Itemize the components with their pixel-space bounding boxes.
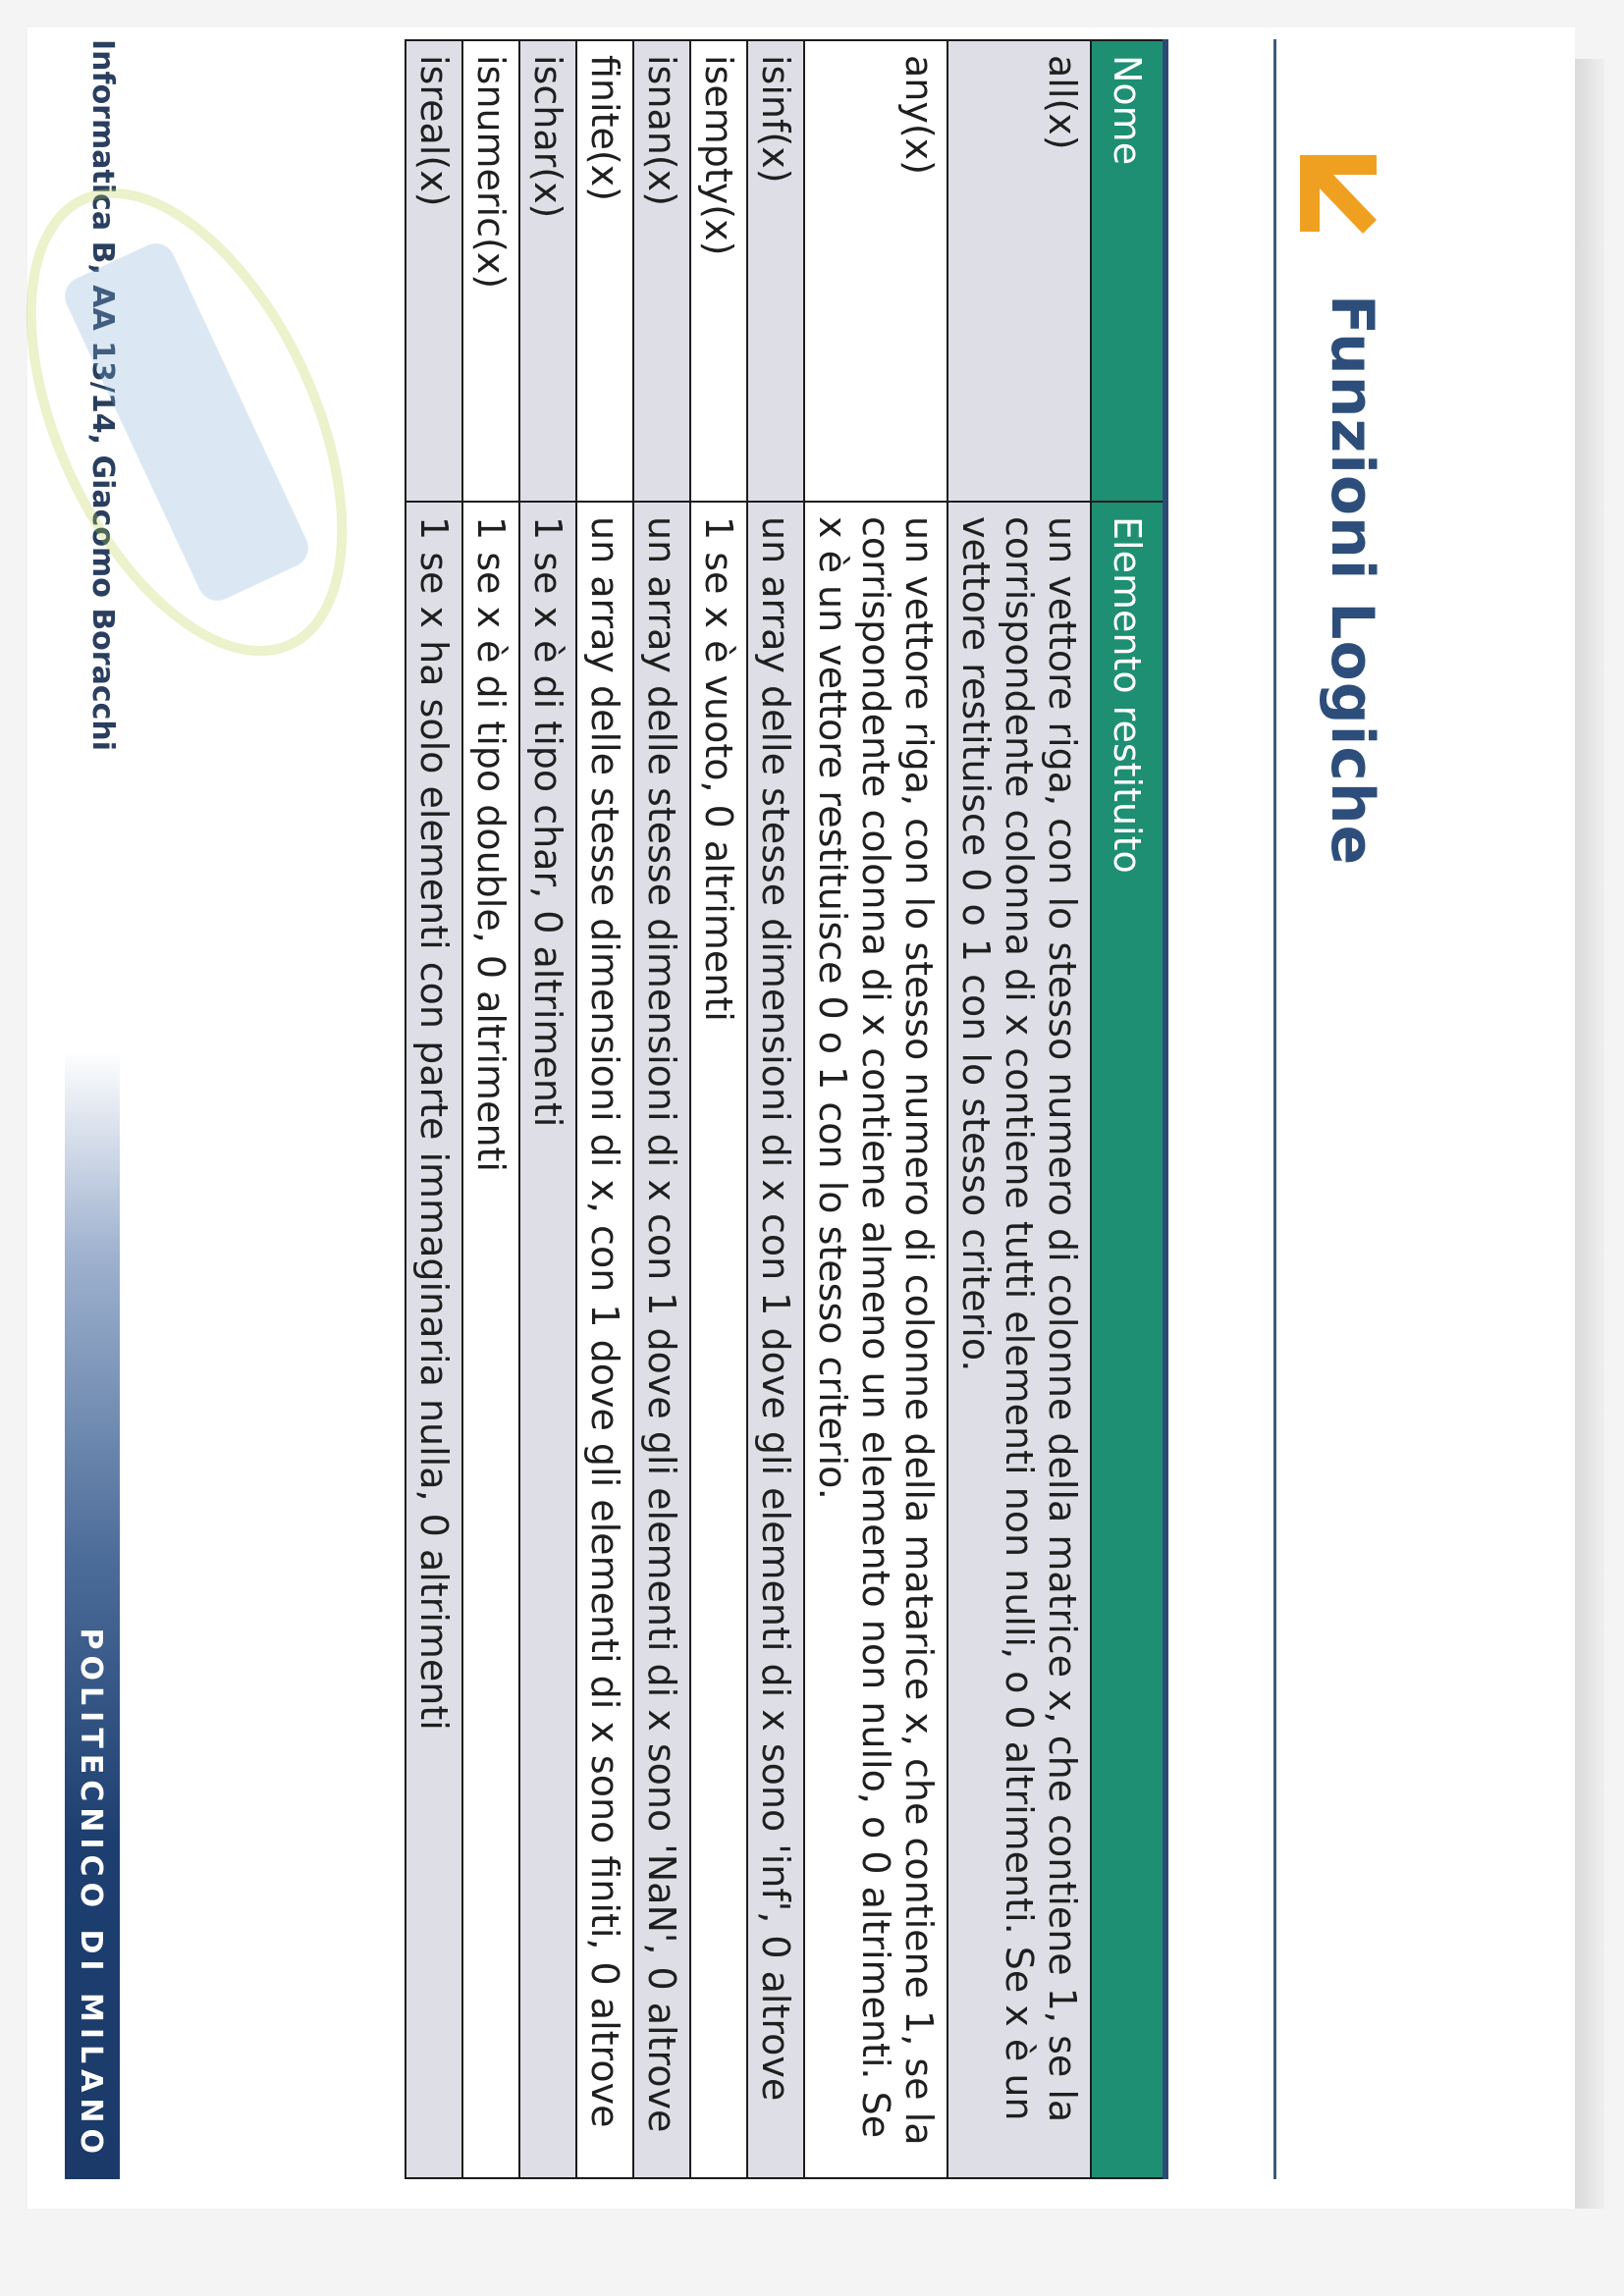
function-description: un vettore riga, con lo stesso numero di colonne della matarice x, che contiene 1, se la corrispondente colonna di x contiene almeno un elemento non nullo, o 0 altrimenti. Se x è un vettore restituisce 0 o 1 con lo stesso criterio. [804, 502, 947, 2178]
slide [49, 39, 1394, 2179]
table-row [804, 40, 947, 2178]
function-name: ischar(x) [519, 40, 576, 502]
table-row [406, 40, 462, 2178]
function-name: isnumeric(x) [462, 40, 519, 502]
function-description: 1 se x è di tipo char, 0 altrimenti [519, 502, 576, 2178]
function-description: 1 se x è di tipo double, 0 altrimenti [462, 502, 519, 2178]
function-description: 1 se x ha solo elementi con parte immaginaria nulla, 0 altrimenti [406, 502, 462, 2178]
function-name: finite(x) [576, 40, 633, 502]
table-row [633, 40, 690, 2178]
arrow-down-left-icon [1286, 137, 1394, 245]
table-row [519, 40, 576, 2178]
function-name: isnan(x) [633, 40, 690, 502]
table-row [576, 40, 633, 2178]
institution-name: POLITECNICO DI MILANO [74, 1628, 108, 2160]
header-rule [1163, 39, 1168, 2179]
function-description: un array delle stesse dimensioni di x con 1 dove gli elementi di x sono 'NaN', 0 altrove [633, 502, 690, 2178]
page-edge-shadow [1575, 59, 1604, 2209]
function-description: un array delle stesse dimensioni di x con 1 dove gli elementi di x sono 'inf', 0 altrove [747, 502, 804, 2178]
function-name: any(x) [804, 40, 947, 502]
footer-band [65, 1050, 120, 2179]
column-header-description: Elemento restituito [1091, 502, 1163, 2178]
table-row [947, 40, 1091, 2178]
footer-credit: Informatica B, AA 13/14, Giacomo Boracchi [85, 39, 120, 752]
function-name: isempty(x) [690, 40, 747, 502]
function-description: un vettore riga, con lo stesso numero di colonne della matrice x, che contiene 1, se la corrispondente colonna di x contiene tutti elementi non nulli, o 0 altrimenti. Se x è un vettore restituisce 0 o 1 con lo stesso criterio. [947, 502, 1091, 2178]
functions-table [405, 39, 1163, 2179]
slide-footer [49, 39, 128, 2179]
table-row [747, 40, 804, 2178]
table-header-row [1091, 40, 1163, 2178]
function-name: isreal(x) [406, 40, 462, 502]
function-name: all(x) [947, 40, 1091, 502]
function-description: 1 se x è vuoto, 0 altrimenti [690, 502, 747, 2178]
function-name: isinf(x) [747, 40, 804, 502]
title-bar [1273, 39, 1394, 2179]
column-header-name: Nome [1091, 40, 1163, 502]
page-title: Funzioni Logiche [1318, 294, 1386, 867]
function-description: un array delle stesse dimensioni di x, con 1 dove gli elementi di x sono finiti, 0 altrove [576, 502, 633, 2178]
table-row [462, 40, 519, 2178]
table-row [690, 40, 747, 2178]
